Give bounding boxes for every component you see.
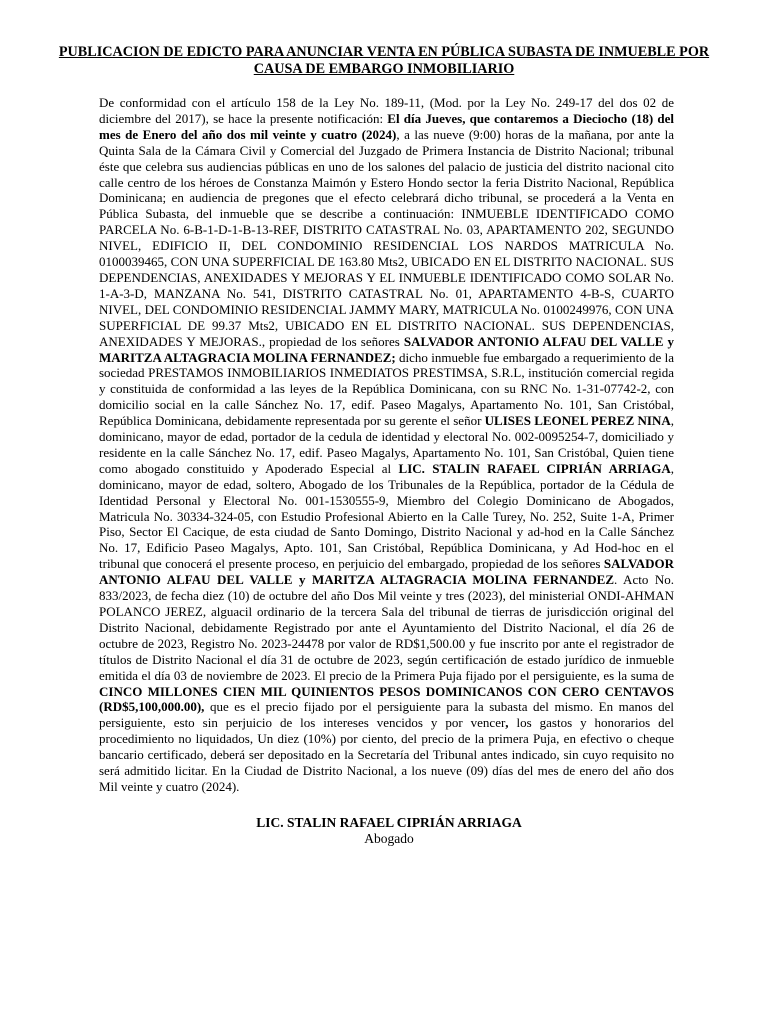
title-line-2: CAUSA DE EMBARGO INMOBILIARIO (253, 61, 515, 77)
bold-comma: , (505, 715, 509, 731)
body-text: dicho inmueble fue embargado a requerimiento de la sociedad PRESTAMOS INMOBILIARIOS INMEDIATOS PRESTIMSA, S.R.L, institución comercial regida y constituida de conformidad a las leyes de la República Dominicana, con su RNC No. 1-31-07742-2, con domicilio social en la calle Sánchez No. 17, edif. Paseo Magalys, Apartamento No. 101, San Cristóbal, República Dominicana, debidamente representada por su gerente el señor (99, 349, 675, 429)
title-line-1: PUBLICACION DE EDICTO PARA ANUNCIAR VENTA EN PÚBLICA SUBASTA DE INMUEBLE POR (58, 44, 710, 60)
signature-role: Abogado (364, 831, 414, 846)
edict-body (99, 95, 674, 795)
attorney-name: LIC. STALIN RAFAEL CIPRIÁN ARRIAGA (398, 460, 671, 476)
body-text: . Acto No. 833/2023, de fecha diez (10) de octubre del año Dos Mil veinte y tres (2023), del ministerial ONDI-AHMAN POLANCO JEREZ, alguacil ordinario de la tercera Sala del tribunal de tierras de jurisdicción original del Distrito Nacional, debidamente Registrado por ante el Ayuntamiento del Distrito Nacional, el día 26 de octubre de 2023, Registro No. 2023-24478 por valor de RD$1,500.00 y fue inscrito por ante el registrador de títulos de Distrito Nacional el día 31 de octubre de 2023, según certificación de estado jurídico de inmueble emitida el día 03 de noviembre de 2023. El precio de la Primera Puja fijado por el persiguiente, es la suma de (99, 572, 674, 683)
body-text: , a las nueve (9:00) horas de la mañana, por ante la Quinta Sala de la Cámara Civil y Comercial del Juzgado de Primera Instancia de Distrito Nacional; tribunal éste que celebra sus audiencias públicas en uno de los salones del palacio de justicia del distrito nacional cito calle centro de los héroes de Constanza Maimón y Estero Hondo sector la feria Distrito Nacional, República Dominicana; en audiencia de pregones que el efecto celebrará dicho tribunal, se procederá a la Venta en Pública Subasta, del inmueble que se describe a continuación: INMUEBLE IDENTIFICADO COMO PARCELA No. 6-B-1-D-1-B-13-REF, DISTRITO CATASTRAL No. 03, APARTAMENTO 202, SEGUNDO NIVEL, EDIFICIO II, DEL CONDOMINIO RESIDENCIAL LOS NARDOS MATRICULA No. 0100039465, CON UNA SUPERFICIAL DE 163.80 Mts2, UBICADO EN EL DISTRITO NACIONAL. SUS DEPENDENCIAS, ANEXIDADES Y MEJORAS Y EL INMUEBLE IDENTIFICADO COMO SOLAR No. 1-A-3-D, MANZANA No. 541, DISTRITO CATASTRAL No. 01, APARTAMENTO 4-B-S, CUARTO NIVEL, DEL CONDOMINIO RESIDENCIAL JAMMY MARY, MATRICULA No. 0100249976, CON UNA SUPERFICIAL DE 99.37 Mts2, UBICADO EN EL DISTRITO NACIONAL. SUS DEPENDENCIAS, ANEXIDADES Y MEJORAS., propiedad de los señores (99, 126, 674, 349)
body-text: que es el precio fijado por el persiguiente para la subasta del mismo. En manos del persiguiente, esto sin perjuicio de los intereses vencidos y por vencer (99, 699, 674, 731)
body-text: , dominicano, mayor de edad, soltero, Abogado de los Tribunales de la República, portador de la Cédula de Identidad Personal y Electoral No. 001-1530555-9, Miembro del Colegio Dominicano de Abogados, Matricula No. 30334-324-05, con Estudio Profesional Abierto en la Calle Turey, No. 252, Suite 1-A, Primer Piso, Sector El Cacique, de esta ciudad de Santo Domingo, Distrito Nacional y ad-hod en la Calle Sánchez No. 17, Edificio Paseo Magalys, Apto. 101, San Cristóbal, República Dominicana, y Ad Hod-hoc en el tribunal que conocerá el presente proceso, en perjuicio del embargado, propiedad de los señores (99, 460, 674, 572)
body-text: De conformidad con el artículo 158 de la Ley No. 189-11, (Mod. por la Ley No. 249-17 del dos 02 de diciembre del 2017), se hace la presente notificación: (99, 95, 674, 126)
property-owners: SALVADOR ANTONIO ALFAU DEL VALLE y MARITZA ALTAGRACIA MOLINA FERNANDEZ (99, 556, 674, 588)
manager-name: ULISES LEONEL PEREZ NINA (484, 413, 671, 429)
signature-block (99, 815, 679, 847)
auction-price: CINCO MILLONES CIEN MIL QUINIENTOS PESOS DOMINICANOS CON CERO CENTAVOS (RD$5,100,000.00), (99, 683, 674, 715)
body-text: , dominicano, mayor de edad, portador de la cedula de identidad y electoral No. 002-0095254-7, domiciliado y residente en la calle Sánchez No. 17, edif. Paseo Magalys, Apartamento No. 101, San Cristóbal, Quien tiene como abogado constituido y Apoderado Especial al (99, 413, 675, 476)
body-text: los gastos y honorarios del procedimiento no liquidados, Un diez (10%) por ciento, del precio de la primera Puja, en efectivo o cheque bancario certificado, deberá ser depositado en la Secretaría del Tribunal antes indicado, sin cuyo requisito no será admitido licitar. En la Ciudad de Distrito Nacional, a los nueve (09) días del mes de enero del año dos Mil veinte y cuatro (2024). (99, 715, 674, 794)
auction-date: El día Jueves, que contaremos a Dieciocho (18) del mes de Enero del año dos mil veinte y cuatro (2024) (99, 110, 674, 142)
edict-title (40, 44, 728, 78)
property-owners: SALVADOR ANTONIO ALFAU DEL VALLE y MARITZA ALTAGRACIA MOLINA FERNANDEZ; (99, 333, 674, 365)
signature-name: LIC. STALIN RAFAEL CIPRIÁN ARRIAGA (256, 815, 522, 830)
